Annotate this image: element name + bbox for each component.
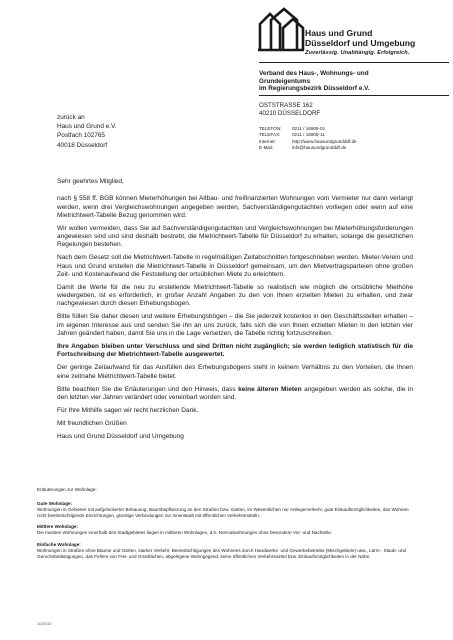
contact-row-email — [259, 145, 357, 151]
letter-paragraph: Der geringe Zeitaufwand für das Ausfüllen des Erhebungsbogens steht in keinem Verhältnis zu den Vorteilen, die Ihnen eine zeitnahe Mietrichtwert-Tabelle bietet. — [57, 364, 413, 380]
mixed-text-bold: keine älteren Mieten — [238, 385, 302, 393]
contact-label: TELEFAX: — [259, 132, 281, 138]
mixed-text-after: angegeben werden als solche, die in den letzten vier Jahren verändert oder vereinbart worden sind. — [57, 385, 414, 401]
brand-name-line1: Haus und Grund — [305, 28, 373, 38]
letter-paragraph: Bitte füllen Sie daher diesen und weitere Erhebungsbögen – die Sie jederzeit kostenlos in den Geschäftsstellen erhalten – im eigenen Interesse aus und senden Sie ihn an uns zurück, falls sich die von Ihnen erzielten Mieten in den letzten vier Jahren geändert haben, damit Sie uns in die Lage versetzen, die Tabelle richtig fortzuschreiben. — [57, 313, 413, 337]
email-link[interactable]: info@hausundgrundddf.de — [292, 145, 347, 151]
notes-heading-good: Gute Wohnlage: — [37, 501, 73, 507]
letter-paragraph: nach § 558 ff. BGB können Mieterhöhungen bei Altbau- und freifinanzierten Wohnungen vom Vermieter nur dann verlangt werden, wenn drei Vergleichswohnungen angegeben werden, Sachverständigengutachten vorliegen oder wenn auf eine Mietrichtwert-Tabelle Bezug genommen wird. — [57, 195, 413, 219]
contact-block — [259, 126, 357, 152]
sender-street: OSTSTRASSE 162 — [259, 102, 313, 109]
brand-name-line2: Düsseldorf und Umgebung — [305, 38, 416, 48]
association-name — [259, 70, 449, 93]
fax-number: 0211 / 16905-11 — [292, 132, 325, 138]
mixed-text-before: Bitte beachten Sie die Erläuterungen und den Hinweis, dass — [57, 385, 239, 393]
wohnlage-notes — [37, 487, 413, 560]
header-divider-bottom — [259, 95, 449, 96]
recipient-address — [57, 113, 116, 150]
association-line2: Grundeigentums — [259, 77, 311, 85]
sender-address — [259, 102, 320, 118]
closing-greeting: Mit freundlichen Grüßen — [57, 419, 127, 427]
letter-body — [57, 178, 413, 446]
header-divider-top — [259, 62, 449, 63]
notes-text-medium: Die meisten Wohnungen innerhalb des Stadtgebietes liegen in mittleren Wohnlagen, d.h. Normalwohnungen ohne besondere Vor- und Nachteile. — [37, 530, 333, 536]
recipient-line3: Postfach 102765 — [57, 132, 105, 140]
recipient-line4: 40018 Düsseldorf — [57, 141, 108, 149]
contact-label: TELEFON: — [259, 126, 282, 131]
phone-number: 0211 / 16905-01 — [292, 126, 326, 131]
notes-text-good: Wohnungen in Gebieten mit aufgelockerter Bebauung, Baumbepflanzung an den Straßen bzw. Gärten, im Wesentlichen nur Anliegerverkehr, gute Einkaufsmöglichkeiten, das Wohnen nicht beeinträchtigende Einrichtungen, günstige Verbindungen zur Innenstadt mit öffentlichen Verkehrsmitteln. — [37, 507, 409, 519]
contact-label: E-Mail: — [259, 145, 274, 151]
website-link[interactable]: http://www.hausundgrundddf.de — [292, 138, 357, 144]
letter-paragraph-mixed — [57, 386, 413, 403]
letter-paragraph: Wir wollen vermeiden, dass Sie auf Sachverständigengutachten und Vergleichswohnungen bei Mieterhöhungsforderungen angewiesen sind und sind deshalb bestrebt, die Mietrichtwert-Tabelle für Düsseldorf zu erhalten, solange die gesetzlichen Regelungen bestehen. — [57, 224, 413, 249]
notes-heading-simple: Einfache Wohnlage: — [37, 541, 81, 547]
confidentiality-notice: Ihre Angaben bleiben unter Verschluss und sind Dritten nicht zugänglich; sie werden lediglich statistisch für die Fortschreibung der Mietrichtwert-Tabelle ausgewertet. — [57, 342, 413, 359]
brand-name — [305, 28, 450, 48]
notes-title: Erläuterungen zur Wohnlage: — [37, 487, 97, 492]
brand-tagline: Zuverlässig. Unabhängig. Erfolgreich. — [305, 50, 410, 56]
letter-paragraph: Nach dem Gesetz soll die Mietrichtwert-Tabelle in regelmäßigen Zeitabschnitten fortgeschrieben werden. Mieter-Verein und Haus und Grund erstellen die Mietrichtwert-Tabelle in Düsseldorf gemeinsam, um den Mietvertragsparteien ohne großen Zeit- und Kostenaufwand die Feststellung der ortsüblichen Miete zu erleichtern. — [57, 254, 413, 278]
form-code: 10/2010 — [37, 621, 52, 626]
recipient-line2: Haus und Grund e.V. — [57, 123, 117, 131]
haus-und-grund-logo — [257, 6, 305, 52]
association-line1: Verband des Haus-, Wohnungs- und — [259, 70, 369, 77]
thanks-line: Für Ihre Mithilfe sagen wir recht herzlichen Dank. — [57, 406, 199, 414]
notes-heading-medium: Mittlere Wohnlage: — [37, 524, 79, 530]
notes-text-simple: Wohnungen in Straßen ohne Bäume und Gärten, starker Verkehr, Beeinträchtigungen des Wohnens durch Handwerks- und Gewerbebetriebe (Mischgebiete) usw., Lärm-, Staub- und Geruchsbelästigungen, das Fehlen von Frei- und Grünflächen, abgelegene Wohngegend, keine öffentlichen Verkehrsmittel bzw. Einkaufsmöglichkeiten in der Nähe. — [37, 547, 407, 559]
salutation: Sehr geehrtes Mitglied, — [57, 178, 124, 185]
letter-paragraph: Damit die Werte für die neu zu erstellende Mietrichtwert-Tabelle so realistisch wie möglich die ortsübliche Miethöhe wiedergeben, ist es erforderlich, in großer Anzahl Angaben zu den von Ihnen erzielten Mieten zu erhalten, und zwar nachgewiesen durch diesen Erhebungsbogen. — [57, 283, 413, 308]
closing-signature-org: Haus und Grund Düsseldorf und Umgebung — [57, 432, 184, 440]
recipient-line1: zurück an — [57, 114, 85, 121]
sender-city: 40210 DÜSSELDORF — [259, 110, 321, 117]
association-line3: im Regierungsbezirk Düsseldorf e.V. — [259, 85, 370, 93]
contact-label: Internet: — [259, 138, 276, 144]
